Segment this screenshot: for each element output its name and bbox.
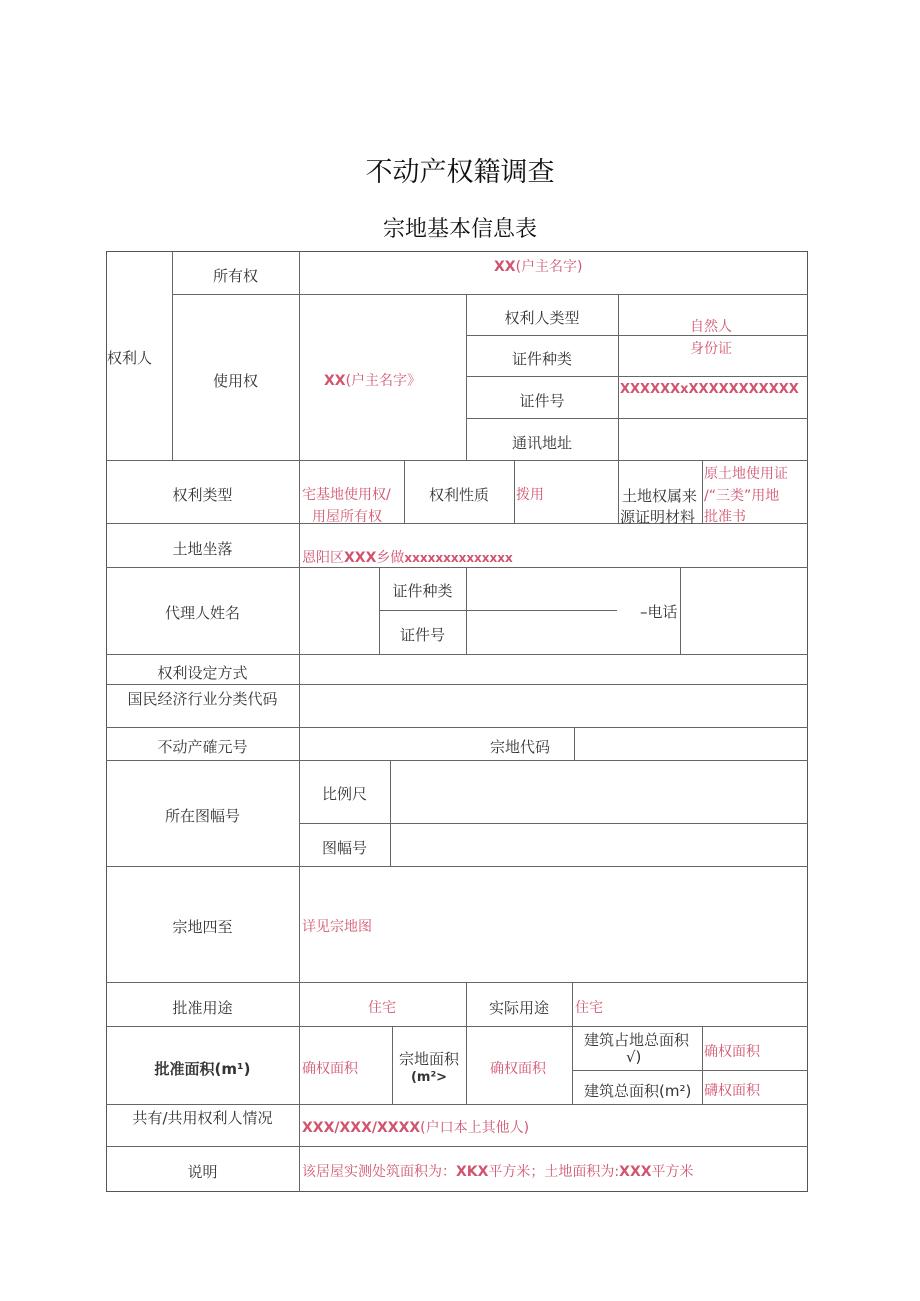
setup-method-label: 权利设定方式: [157, 664, 248, 682]
right-nature-label: 权利性质: [428, 486, 489, 504]
parcel-code-label: 宗地代码: [490, 738, 551, 756]
parcel-area-label-line1: 宗地面积: [398, 1050, 459, 1068]
land-source-label-line2: 源证明材料: [620, 508, 696, 526]
phone-label: –电话: [640, 603, 678, 621]
holder-type-label: 权利人类型: [504, 309, 580, 327]
industry-code-label: 国民经济行业分类代码: [127, 690, 278, 708]
actual-use-label: 实际用途: [488, 999, 549, 1017]
parcel-area-value: 确权面积: [490, 1061, 546, 1077]
holder-type-value: 自然人: [690, 319, 732, 335]
cert-type-value: 身份证: [690, 341, 732, 357]
shared-label: 共有/共用权利人情况: [132, 1109, 273, 1127]
cert-no-label: 证件号: [519, 392, 565, 410]
address-label: 通讯地址: [511, 434, 572, 452]
building-footprint-label-line1: 建筑占地总面积: [584, 1031, 690, 1049]
unit-no-label: 不动产確元号: [157, 738, 248, 756]
shared-value: XXX/XXX/XXXX(户口本上其他人): [302, 1120, 530, 1136]
right-type-label: 权利类型: [172, 486, 233, 504]
cert-no-value: XXXXXXxXXXXXXXXXXX: [620, 382, 799, 397]
document-title: 不动产权籍调查: [365, 157, 555, 188]
approved-area-value: 确权面积: [302, 1061, 358, 1077]
agent-cert-no-label: 证件号: [399, 626, 445, 644]
scale-label: 比例尺: [321, 785, 367, 803]
right-type-value-line2: 用屋所有权: [312, 509, 382, 525]
right-type-value-line1: 宅基地使用权/: [302, 487, 391, 503]
boundaries-label: 宗地四至: [172, 918, 233, 936]
land-source-value-line2: /“三类”用地: [704, 488, 780, 504]
notes-value: 该居屋实测处筑面积为：XKX平方米；土地面积为:XXX平方米: [302, 1164, 694, 1180]
building-total-label: 建筑总面积(m²): [584, 1082, 692, 1100]
actual-use-value: 住宅: [575, 1000, 603, 1016]
map-sheet-label: 所在图幅号: [164, 807, 240, 825]
cert-type-label: 证件种类: [511, 350, 572, 368]
building-footprint-label-line2: √): [626, 1048, 642, 1066]
form-title: 宗地基本信息表: [382, 217, 537, 242]
agent-name-label: 代理人姓名: [164, 604, 240, 622]
land-source-value-line3: 批准书: [704, 509, 746, 525]
sheet-no-label: 图幅号: [321, 839, 367, 857]
rights-holder-label: 权利人: [107, 349, 153, 367]
approved-use-value: 住宅: [368, 1000, 396, 1016]
building-footprint-value: 确权面积: [704, 1044, 760, 1060]
approved-use-label: 批准用途: [172, 999, 233, 1017]
owner-name-value: XX(户主名字): [494, 259, 583, 275]
location-label: 土地坐落: [172, 540, 233, 558]
parcel-area-label-line2: (m²>: [410, 1070, 448, 1085]
notes-label: 说明: [187, 1163, 218, 1181]
use-right-label: 使用权: [212, 372, 258, 390]
agent-cert-type-label: 证件种类: [392, 582, 453, 600]
right-nature-value: 拨用: [516, 487, 544, 503]
ownership-label: 所有权: [212, 267, 258, 285]
land-source-label-line1: 土地权属来: [622, 487, 698, 505]
land-source-value-line1: 原土地使用证: [704, 466, 788, 482]
user-name-value: XX(户主名字》: [324, 373, 422, 389]
approved-area-label: 批准面积(m¹): [154, 1060, 251, 1078]
boundaries-value: 详见宗地图: [302, 919, 372, 935]
building-total-value: 礴权面积: [704, 1083, 760, 1099]
location-value: 恩阳区XXX乡做xxxxxxxxxxxxxx: [302, 550, 513, 566]
